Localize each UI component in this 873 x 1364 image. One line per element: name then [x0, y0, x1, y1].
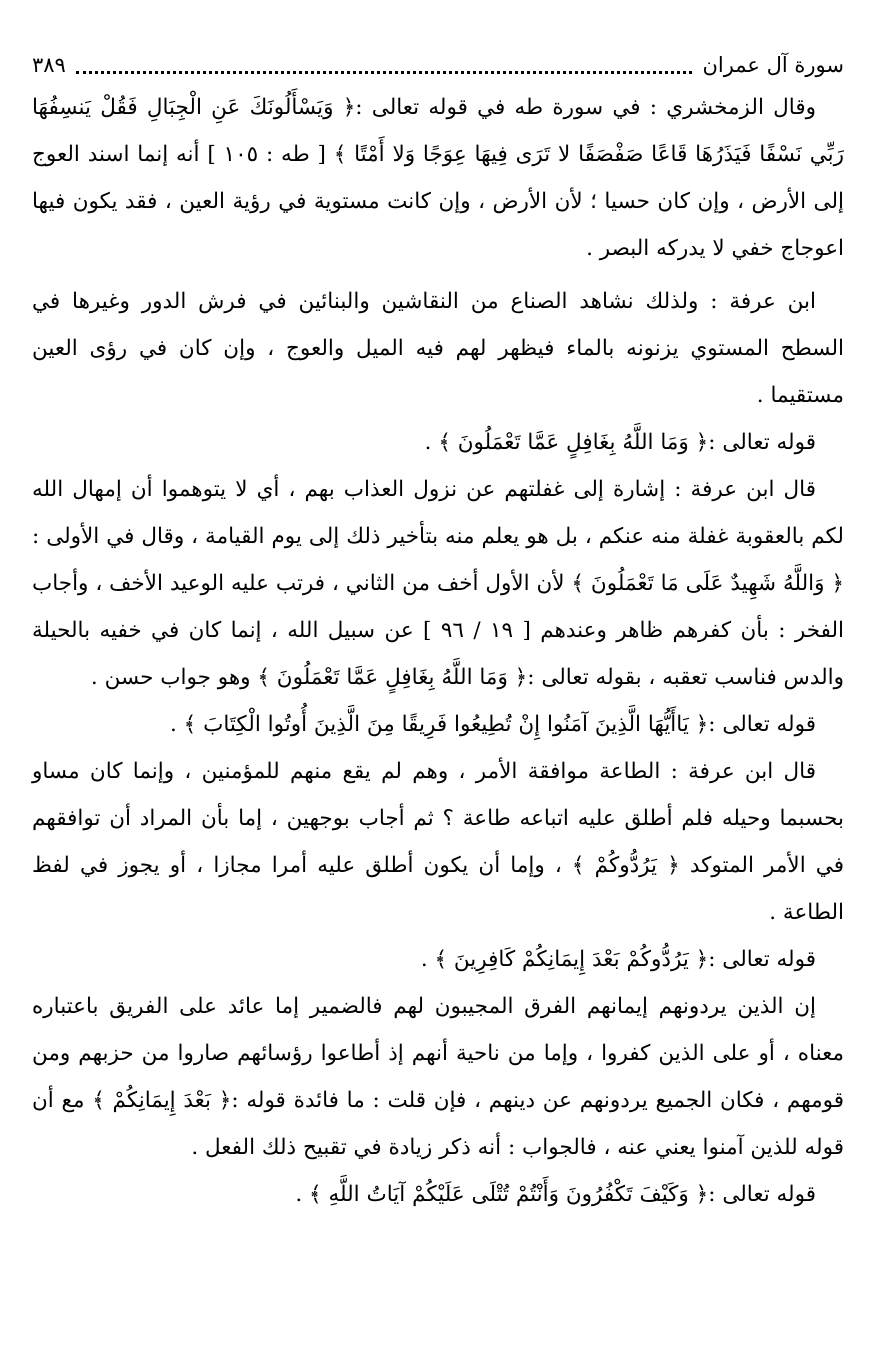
- paragraph-ibn-arafa-ghafla: قال ابن عرفة : إشارة إلى غفلتهم عن نزول العذاب بهم ، أي لا يتوهموا أن إمهال الله لكم بالعقوبة غفلة منه عنكم ، بل هو يعلم منه بتأخير ذلك إلى يوم القيامة ، وقال في الأولى :﴿ وَاللَّهُ شَهِيدٌ عَلَى مَا تَعْمَلُونَ ﴾ لأن الأول أخف من الثاني ، فرتب عليه الوعيد الأخف ، وأجاب الفخر : بأن كفرهم ظاهر وعندهم [ ١٩ / ٩٦ ] عن سبيل الله ، إنما كان في خفيه بالحيلة والدس فناسب تعقبه ، بقوله تعالى :﴿ وَمَا اللَّهُ بِغَافِلٍ عَمَّا تَعْمَلُونَ ﴾ وهو جواب حسن .: [32, 477, 844, 690]
- paragraph-ibn-arafa-craftsmen: ابن عرفة : ولذلك نشاهد الصناع من النقاشين والبنائين في فرش الدور وغيرها في السطح المستوي يزنونه بالماء فيظهر لهم فيه الميل والعوج ، وإن كان في رؤى العين مستقيما .: [32, 289, 844, 408]
- paragraph-zamakhshari: وقال الزمخشري : في سورة طه في قوله تعالى :﴿ وَيَسْأَلُونَكَ عَنِ الْجِبَالِ فَقُلْ يَنسِفُهَا رَبِّي نَسْفًا فَيَذَرُهَا قَاعًا صَفْصَفًا لا تَرَى فِيهَا عِوَجًا وَلا أَمْتًا ﴾ [ طه : ١٠٥ ] أنه إنما اسند العوج إلى الأرض ، وإن كان حسيا ؛ لأن الأرض ، وإن كانت مستوية في رؤية العين ، فقد يكون فيها اعوجاج خفي لا يدركه البصر .: [32, 95, 844, 261]
- page-number: ٣٨٩: [32, 53, 66, 77]
- paragraph-yaruddunahum: إن الذين يردونهم إيمانهم الفرق المجيبون لهم فالضمير إما عائد على الفريق باعتباره معناه ، أو على الذين كفروا ، وإما من ناحية أنهم إذ أطاعوا رؤسائهم صاروا من حزبهم ومن قومهم ، فكان الجميع يردونهم عن دينهم ، فإن قلت : ما فائدة قوله :﴿ بَعْدَ إِيمَانِكُمْ ﴾ مع أن قوله للذين آمنوا يعني عنه ، فالجواب : أنه ذكر زيادة في تقبيح ذلك الفعل .: [32, 994, 844, 1160]
- verse-heading-kayfa-takfuruna: قوله تعالى :﴿ وَكَيْفَ تَكْفُرُونَ وَأَنْتُمْ تُتْلَى عَلَيْكُمْ آيَاتُ اللَّهِ ﴾ .: [295, 1182, 816, 1207]
- page-body: [32, 84, 844, 1218]
- verse-heading-tuti-u: قوله تعالى :﴿ يَاأَيُّهَا الَّذِينَ آمَنُوا إِنْ تُطِيعُوا فَرِيقًا مِنَ الَّذِينَ أُوتُوا الْكِتَابَ ﴾ .: [170, 712, 816, 737]
- paragraph-ibn-arafa-taa: قال ابن عرفة : الطاعة موافقة الأمر ، وهم لم يقع منهم للمؤمنين ، وإنما كان مساو بحسبما وحيله فلم أطلق عليه اتباعه طاعة ؟ ثم أجاب بوجهين ، إما بأن المراد أن توافقهم في الأمر المتوكد ﴿ يَرُدُّوكُمْ ﴾ ، وإما أن يكون أطلق عليه أمرا مجازا ، أو يجوز في لفظ الطاعة .: [32, 759, 844, 925]
- verse-heading-ghafil: قوله تعالى :﴿ وَمَا اللَّهُ بِغَافِلٍ عَمَّا تَعْمَلُونَ ﴾ .: [424, 430, 816, 455]
- header-dot-leader: [76, 63, 693, 74]
- running-header: [32, 50, 844, 80]
- surah-title: سورة آل عمران: [702, 53, 844, 77]
- verse-heading-yaruddukum: قوله تعالى :﴿ يَرُدُّوكُمْ بَعْدَ إِيمَانِكُمْ كَافِرِينَ ﴾ .: [420, 947, 816, 972]
- book-page: [32, 50, 844, 1350]
